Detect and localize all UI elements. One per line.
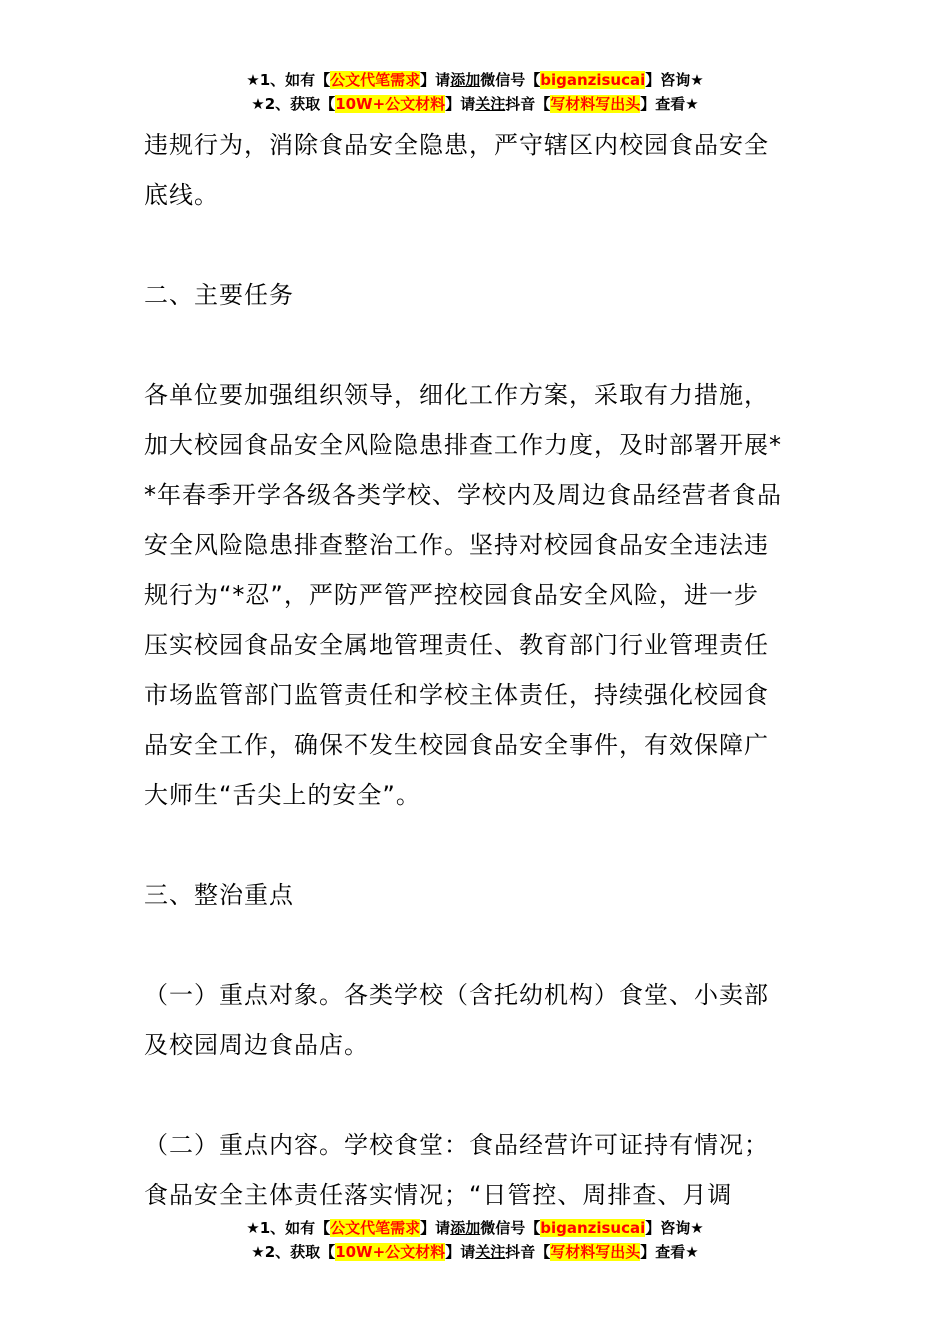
highlight-service: 公文代笔需求 [330, 71, 421, 89]
highlight-douyin-id: 写材料写出头 [550, 1243, 641, 1261]
intro-tail-paragraph: 违规行为，消除食品安全隐患，严守辖区内校园食品安全 底线。 [144, 131, 769, 209]
highlight-douyin-id: 写材料写出头 [550, 95, 641, 113]
document-body [144, 120, 809, 1220]
banner-line-1: ★1、如有【公文代笔需求】请添加微信号【biganzisucai】咨询★ [246, 71, 704, 89]
highlight-materials: 10W+公文材料 [335, 95, 446, 113]
highlight-wechat-id: biganzisucai [540, 71, 646, 89]
highlight-wechat-id: biganzisucai [540, 1219, 646, 1237]
banner-line-2: ★2、获取【10W+公文材料】请关注抖音【写材料写出头】查看★ [251, 95, 699, 113]
banner-line-2: ★2、获取【10W+公文材料】请关注抖音【写材料写出头】查看★ [251, 1243, 699, 1261]
footer-banner [0, 1216, 950, 1264]
banner-line-1: ★1、如有【公文代笔需求】请添加微信号【biganzisucai】咨询★ [246, 1219, 704, 1237]
key-target-paragraph: （一）重点对象。各类学校（含托幼机构）食堂、小卖部 及校园周边食品店。 [144, 981, 769, 1059]
key-content-paragraph: （二）重点内容。学校食堂：食品经营许可证持有情况； 食品安全主体责任落实情况；“日管控、周排查、月调 [144, 1131, 769, 1209]
section-2-title: 二、主要任务 [144, 281, 294, 309]
highlight-materials: 10W+公文材料 [335, 1243, 446, 1261]
section-3-title: 三、整治重点 [144, 881, 294, 909]
section-2-body: 各单位要加强组织领导，细化工作方案，采取有力措施， 加大校园食品安全风险隐患排查工作力度，及时部署开展* *年春季开学各级各类学校、学校内及周边食品经营者食品 安全风险隐患排查整治工作。坚持对校园食品安全违法违 规行为“*忍”，严防严管严控校园食品安全风险，进一步 压实校园食品安全属地管理责任、教育部门行业管理责任 市场监管部门监管责任和学校主体责任，持续强化校园食 品安全工作，确保不发生校园食品安全事件，有效保障广 大师生“舌尖上的安全”。 [144, 381, 782, 809]
header-banner [0, 68, 950, 116]
highlight-service: 公文代笔需求 [330, 1219, 421, 1237]
